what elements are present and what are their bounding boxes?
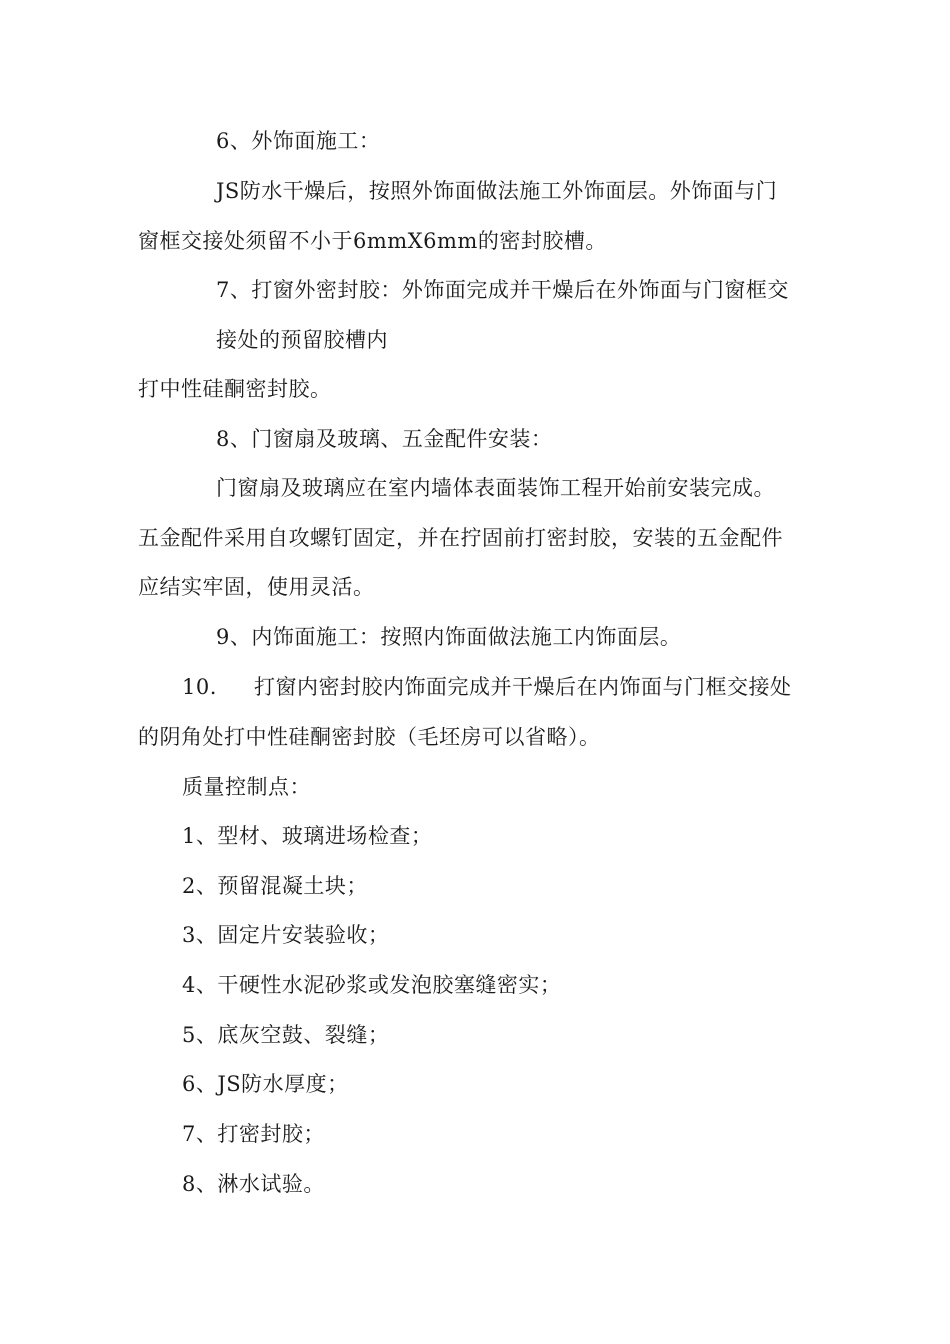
paragraph-line: 五金配件采用自攻螺钉固定，并在拧固前打密封胶，安装的五金配件 — [138, 526, 783, 550]
list-item: 4、干硬性水泥砂浆或发泡胶塞缝密实； — [182, 973, 562, 997]
item-number: 10. — [182, 675, 217, 699]
paragraph-line: 门窗扇及玻璃应在室内墙体表面装饰工程开始前安装完成。 — [216, 476, 775, 500]
list-item: 6、JS防水厚度； — [182, 1072, 349, 1096]
list-item: 2、预留混凝土块； — [182, 874, 368, 898]
paragraph-line: 窗框交接处须留不小于6mmX6mm的密封胶槽。 — [138, 229, 607, 253]
section-heading-9: 9、内饰面施工：按照内饰面做法施工内饰面层。 — [216, 625, 682, 649]
paragraph-line: 应结实牢固，使用灵活。 — [138, 575, 375, 599]
section-heading-8: 8、门窗扇及玻璃、五金配件安装： — [216, 427, 553, 451]
list-item: 5、底灰空鼓、裂缝； — [182, 1023, 390, 1047]
list-item: 1、型材、玻璃进场检查； — [182, 824, 433, 848]
paragraph-text: 打窗内密封胶内饰面完成并干燥后在内饰面与门框交接处 — [254, 675, 792, 699]
list-item: 7、打密封胶； — [182, 1122, 325, 1146]
section-heading-7: 7、打窗外密封胶：外饰面完成并干燥后在外饰面与门窗框交 — [216, 278, 789, 302]
list-item: 3、固定片安装验收； — [182, 923, 390, 947]
list-item: 8、淋水试验。 — [182, 1172, 325, 1196]
paragraph-line: 的阴角处打中性硅酮密封胶（毛坯房可以省略）。 — [138, 725, 601, 749]
quality-control-heading: 质量控制点： — [182, 775, 311, 799]
section-heading-10 — [182, 672, 792, 702]
paragraph-line: 打中性硅酮密封胶。 — [138, 377, 332, 401]
paragraph-line: JS防水干燥后，按照外饰面做法施工外饰面层。外饰面与门 — [216, 179, 778, 203]
section-heading-6: 6、外饰面施工： — [216, 129, 381, 153]
paragraph-line: 接处的预留胶槽内 — [216, 328, 388, 352]
